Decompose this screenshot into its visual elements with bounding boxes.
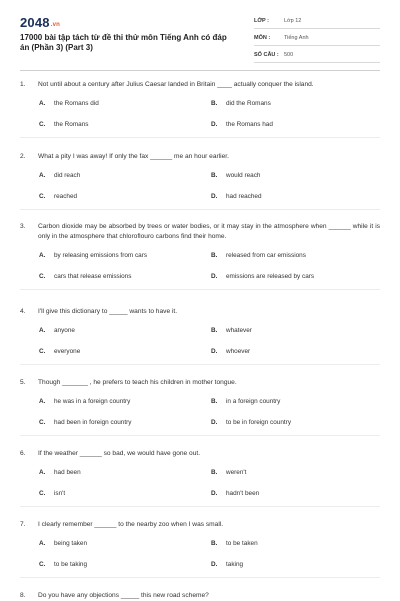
option-letter: C. — [39, 490, 46, 497]
option-letter: D. — [211, 348, 218, 355]
question-text: I clearly remember ______ to the nearby zoo when I was small. — [38, 521, 224, 528]
question-text: Do you have any objections _____ this new road scheme? — [38, 592, 209, 599]
answer-option[interactable] — [39, 418, 211, 428]
option-text: he was in a foreign country — [54, 398, 131, 405]
answer-option[interactable] — [39, 120, 211, 130]
question-line — [20, 80, 380, 90]
option-letter: C. — [39, 419, 46, 426]
answer-option[interactable] — [39, 539, 211, 549]
question-number: 6. — [20, 450, 26, 457]
meta-row-subject — [254, 31, 380, 46]
answer-option[interactable] — [211, 468, 383, 478]
question-text: I'll give this dictionary to _____ wants to have it. — [38, 308, 178, 315]
option-text: cars that release emissions — [54, 273, 132, 280]
option-text: reached — [54, 193, 78, 200]
option-text: to be taking — [54, 561, 88, 568]
option-text: hadn't been — [226, 490, 260, 497]
option-text: taking — [226, 561, 244, 568]
option-text: by releasing emissions from cars — [54, 252, 148, 259]
meta-row-class — [254, 14, 380, 29]
option-letter: B. — [211, 327, 218, 334]
question-number: 8. — [20, 592, 26, 599]
option-text: anyone — [54, 327, 75, 334]
option-text: the Romans — [54, 121, 89, 128]
option-letter: D. — [211, 490, 218, 497]
answer-option[interactable] — [211, 560, 383, 570]
option-letter: D. — [211, 273, 218, 280]
question-number: 2. — [20, 153, 26, 160]
answer-option[interactable] — [39, 468, 211, 478]
meta-value: 500 — [284, 52, 294, 58]
question-2 — [20, 152, 380, 210]
question-6 — [20, 449, 380, 507]
option-text: to be in foreign country — [226, 419, 292, 426]
option-letter: B. — [211, 100, 218, 107]
option-letter: B. — [211, 172, 218, 179]
option-text: would reach — [226, 172, 261, 179]
answer-option[interactable] — [211, 120, 383, 130]
option-text: whoever — [226, 348, 251, 355]
question-5 — [20, 378, 380, 436]
site-logo[interactable] — [20, 15, 60, 30]
answer-options — [39, 171, 380, 202]
answer-option[interactable] — [211, 272, 383, 282]
option-letter: A. — [39, 540, 46, 547]
question-7 — [20, 520, 380, 578]
option-text: weren't — [226, 469, 247, 476]
logo-text: 2048 — [20, 15, 50, 30]
answer-option[interactable] — [39, 560, 211, 570]
question-text: If the weather ______ so bad, we would have gone out. — [38, 450, 201, 457]
question-divider — [20, 506, 380, 507]
answer-option[interactable] — [211, 418, 383, 428]
answer-option[interactable] — [39, 251, 211, 261]
question-line — [20, 152, 380, 162]
question-number: 3. — [20, 223, 26, 230]
meta-info — [254, 14, 380, 65]
question-4 — [20, 307, 380, 365]
option-text: emissions are released by cars — [226, 273, 315, 280]
answer-option[interactable] — [39, 347, 211, 357]
question-divider — [20, 209, 380, 210]
option-letter: D. — [211, 561, 218, 568]
question-1 — [20, 80, 380, 138]
option-text: whatever — [226, 327, 252, 334]
question-number: 5. — [20, 379, 26, 386]
option-letter: B. — [211, 252, 218, 259]
option-text: released from car emissions — [226, 252, 306, 259]
answer-options — [39, 326, 380, 357]
meta-label: MÔN : — [254, 35, 271, 41]
option-letter: A. — [39, 469, 46, 476]
option-letter: C. — [39, 348, 46, 355]
option-letter: B. — [211, 540, 218, 547]
option-letter: B. — [211, 398, 218, 405]
option-letter: D. — [211, 419, 218, 426]
option-letter: A. — [39, 172, 46, 179]
question-number: 4. — [20, 308, 26, 315]
option-letter: C. — [39, 273, 46, 280]
option-text: being taken — [54, 540, 88, 547]
logo-suffix: .vn — [50, 22, 61, 28]
question-text: What a pity I was away! If only the fax ______ me an hour earlier. — [38, 153, 229, 160]
question-divider — [20, 289, 380, 290]
answer-option[interactable] — [39, 171, 211, 181]
answer-option[interactable] — [211, 326, 383, 336]
answer-options — [39, 397, 380, 428]
question-divider — [20, 577, 380, 578]
question-text: Not until about a century after Julius Caesar landed in Britain ____ actually conquer the island. — [38, 81, 314, 88]
question-3 — [20, 222, 380, 290]
option-letter: A. — [39, 327, 46, 334]
answer-option[interactable] — [211, 539, 383, 549]
option-letter: A. — [39, 100, 46, 107]
answer-options — [39, 468, 380, 499]
answer-option[interactable] — [211, 99, 383, 109]
answer-option[interactable] — [211, 347, 383, 357]
answer-option[interactable] — [211, 251, 383, 261]
answer-option[interactable] — [39, 326, 211, 336]
question-divider — [20, 435, 380, 436]
question-divider — [20, 137, 380, 138]
question-text: Carbon dioxide may be absorbed by trees or water bodies, or it may stay in the atmosphere when ______ while it is only in the atmosphere that chloroflouro carbons find their home. — [38, 223, 380, 240]
meta-value: Tiếng Anh — [284, 35, 309, 41]
question-number: 7. — [20, 521, 26, 528]
answer-options — [39, 251, 380, 282]
answer-options — [39, 539, 380, 570]
question-divider — [20, 364, 380, 365]
question-line — [20, 307, 380, 317]
answer-option[interactable] — [39, 489, 211, 499]
option-text: did the Romans — [226, 100, 271, 107]
question-number: 1. — [20, 81, 26, 88]
option-text: to be taken — [226, 540, 258, 547]
answer-options — [39, 99, 380, 130]
question-text: Though _______ , he prefers to teach his children in mother tongue. — [38, 379, 237, 386]
meta-value: Lớp 12 — [284, 18, 302, 24]
option-text: did reach — [54, 172, 81, 179]
answer-option[interactable] — [211, 171, 383, 181]
document-title: 17000 bài tập tách từ đề thi thử môn Tiếng Anh có đáp án (Phần 3) (Part 3) — [20, 33, 227, 52]
option-letter: C. — [39, 121, 46, 128]
option-letter: C. — [39, 561, 46, 568]
question-line — [20, 222, 380, 242]
option-letter: A. — [39, 252, 46, 259]
option-text: had been — [54, 469, 81, 476]
meta-row-count — [254, 48, 380, 63]
option-text: everyone — [54, 348, 81, 355]
answer-option[interactable] — [211, 489, 383, 499]
option-letter: A. — [39, 398, 46, 405]
answer-option[interactable] — [39, 272, 211, 282]
answer-option[interactable] — [39, 99, 211, 109]
question-line — [20, 378, 380, 388]
option-letter: D. — [211, 193, 218, 200]
meta-label: LỚP : — [254, 18, 269, 24]
question-line — [20, 520, 380, 530]
answer-option[interactable] — [39, 397, 211, 407]
header-divider — [20, 70, 380, 71]
option-text: in a foreign country — [226, 398, 281, 405]
option-letter: C. — [39, 193, 46, 200]
option-letter: B. — [211, 469, 218, 476]
option-text: the Romans had — [226, 121, 273, 128]
answer-option[interactable] — [211, 192, 383, 202]
option-text: isn't — [54, 490, 66, 497]
meta-label: SỐ CÂU : — [254, 52, 279, 58]
option-text: had been in foreign country — [54, 419, 132, 426]
question-line — [20, 449, 380, 459]
answer-option[interactable] — [211, 397, 383, 407]
option-text: the Romans did — [54, 100, 99, 107]
answer-option[interactable] — [39, 192, 211, 202]
option-text: had reached — [226, 193, 262, 200]
option-letter: D. — [211, 121, 218, 128]
